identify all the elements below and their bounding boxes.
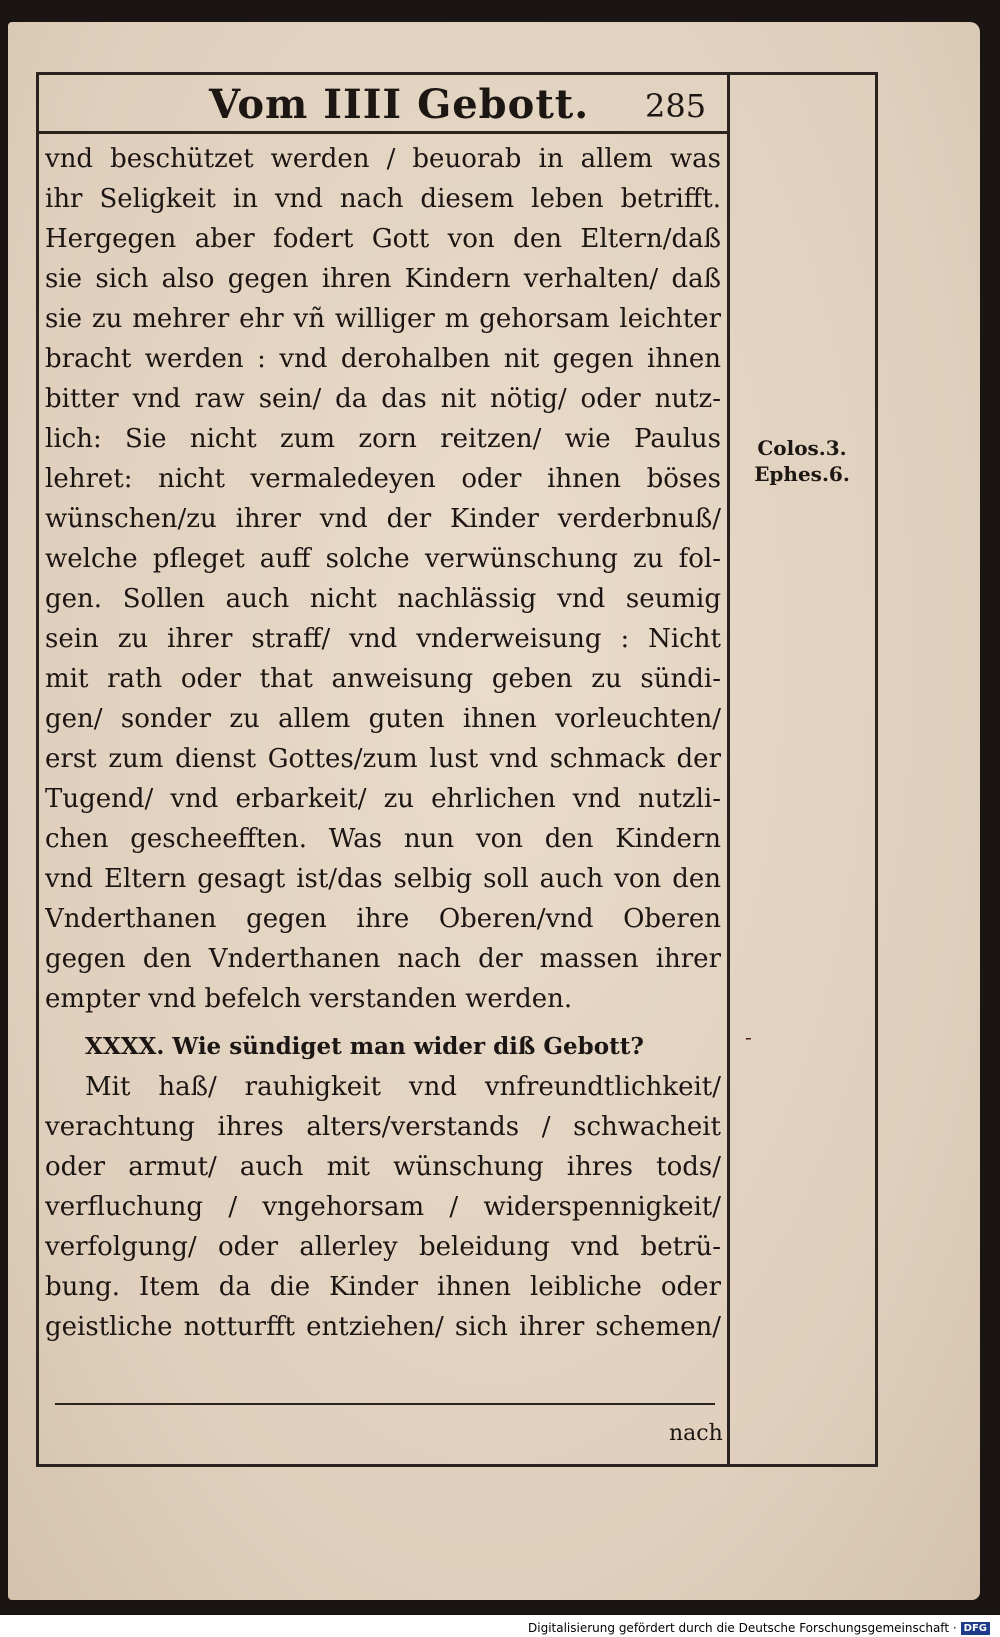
body-text <box>45 139 721 1347</box>
answer-line: geistliche notturfft entziehen/ sich ihrer schemen/ <box>45 1312 721 1342</box>
text-line: lich: Sie nicht zum zorn reitzen/ wie Paulus <box>45 424 721 454</box>
text-line: ihr Seligkeit in vnd nach diesem leben betrifft. <box>45 184 721 214</box>
footer-text: Digitalisierung gefördert durch die Deutsche Forschungsgemeinschaft · <box>528 1621 957 1635</box>
text-line: Vnderthanen gegen ihre Oberen/vnd Oberen <box>45 904 721 934</box>
answer-line: Mit haß/ rauhigkeit vnd vnfreundtlichkeit/ <box>85 1072 721 1102</box>
digitization-footer <box>528 1621 990 1635</box>
margin-reference-ephesians: Ephes.6. <box>754 462 850 486</box>
text-line: Tugend/ vnd erbarkeit/ zu ehrlichen vnd nutzli- <box>45 784 721 814</box>
text-line: vnd Eltern gesagt ist/das selbig soll auch von den <box>45 864 721 894</box>
text-line: wünschen/zu ihrer vnd der Kinder verderbnuß/ <box>45 504 721 534</box>
text-line: erst zum dienst Gottes/zum lust vnd schmack der <box>45 744 721 774</box>
text-frame <box>36 72 878 1467</box>
text-line: Hergegen aber fodert Gott von den Eltern/daß <box>45 224 721 254</box>
answer-line: oder armut/ auch mit wünschung ihres tods/ <box>45 1152 721 1182</box>
question-heading: XXXX. Wie sündiget man wider diß Gebott? <box>85 1033 644 1060</box>
text-line: lehret: nicht vermaledeyen oder ihnen böses <box>45 464 721 494</box>
text-line: mit rath oder that anweisung geben zu sündi- <box>45 664 721 694</box>
answer-line: verfluchung / vngehorsam / widerspennigkeit/ <box>45 1192 721 1222</box>
catchword: nach <box>669 1421 723 1446</box>
text-line: gen/ sonder zu allem guten ihnen vorleuchten/ <box>45 704 721 734</box>
text-line: sie zu mehrer ehr vñ williger m gehorsam leichter <box>45 304 721 334</box>
text-line: bitter vnd raw sein/ da das nit nötig/ oder nutz- <box>45 384 721 414</box>
text-line: empter vnd befelch verstanden werden. <box>45 984 573 1014</box>
answer-line: bung. Item da die Kinder ihnen leibliche oder <box>45 1272 721 1302</box>
margin-reference <box>747 435 857 487</box>
margin-tick-mark: ‐ <box>745 1025 752 1049</box>
text-line: gen. Sollen auch nicht nachlässig vnd seumig <box>45 584 721 614</box>
margin-reference-colossians: Colos.3. <box>757 436 847 460</box>
header-rule <box>39 131 727 134</box>
text-line: sie sich also gegen ihren Kindern verhalten/ daß <box>45 264 721 294</box>
page-title: Vom IIII Gebott. <box>209 81 590 128</box>
answer-line: verfolgung/ oder allerley beleidung vnd betrü- <box>45 1232 721 1262</box>
book-page <box>8 22 980 1600</box>
margin-column-divider <box>727 75 730 1464</box>
text-line: vnd beschützet werden / beuorab in allem was <box>45 144 721 174</box>
text-line: gegen den Vnderthanen nach der massen ihrer <box>45 944 721 974</box>
text-line: chen gescheefften. Was nun von den Kindern <box>45 824 721 854</box>
dfg-logo: DFG <box>961 1622 990 1635</box>
page-number: 285 <box>645 87 707 125</box>
text-line: bracht werden : vnd derohalben nit gegen ihnen <box>45 344 721 374</box>
text-line: sein zu ihrer straff/ vnd vnderweisung : Nicht <box>45 624 721 654</box>
bottom-rule <box>55 1403 715 1405</box>
answer-line: verachtung ihres alters/verstands / schwacheit <box>45 1112 721 1142</box>
text-line: welche pfleget auff solche verwünschung zu fol- <box>45 544 721 574</box>
